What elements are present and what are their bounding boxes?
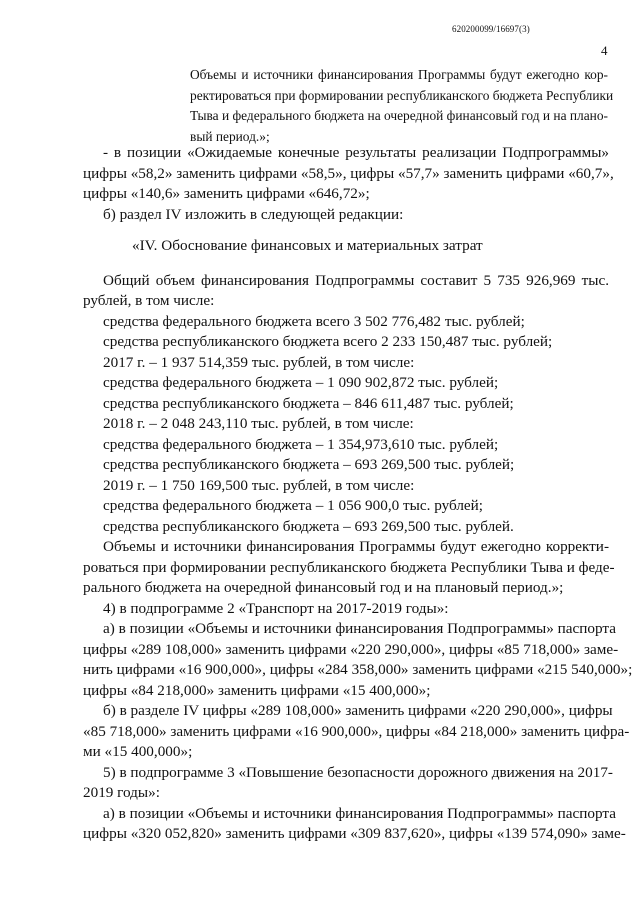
quote-line: Тыва и федерального бюджета на очередной финансовый год и на плано-: [190, 108, 608, 123]
section-heading: «IV. Обоснование финансовых и материальных затрат: [132, 237, 483, 254]
body-line: - в позиции «Ожидаемые конечные результаты реализации Подпрограммы»: [103, 144, 609, 161]
body-line: средства федерального бюджета – 1 056 900,0 тыс. рублей;: [103, 497, 484, 514]
body-line: средства республиканского бюджета всего 2 233 150,487 тыс. рублей;: [103, 333, 553, 350]
body-line: Объемы и источники финансирования Программы будут ежегодно корректи-: [103, 538, 609, 555]
body-line: Общий объем финансирования Подпрограммы составит 5 735 926,969 тыс.: [103, 271, 609, 289]
document-body: [0, 143, 640, 845]
body-line: средства федерального бюджета – 1 090 902,872 тыс. рублей;: [103, 374, 499, 391]
body-line: роваться при формировании республиканского бюджета Республики Тыва и феде-: [83, 558, 615, 576]
body-line: средства республиканского бюджета – 693 269,500 тыс. рублей.: [103, 517, 514, 535]
body-line: б) раздел IV изложить в следующей редакции:: [103, 205, 404, 223]
body-line: цифры «289 108,000» заменить цифрами «220 290,000», цифры «85 718,000» заме-: [83, 640, 619, 658]
body-line: средства республиканского бюджета – 693 269,500 тыс. рублей;: [103, 456, 515, 473]
body-line: 4) в подпрограмме 2 «Транспорт на 2017-2019 годы»:: [103, 599, 449, 617]
quote-line: Объемы и источники финансирования Программы будут ежегодно кор-: [190, 67, 608, 82]
body-line: цифры «140,6» заменить цифрами «646,72»;: [83, 185, 370, 202]
body-line: цифры «84 218,000» заменить цифрами «15 400,000»;: [83, 681, 431, 699]
document-code: 620200099/16697(3): [452, 24, 530, 34]
body-line: рублей, в том числе:: [83, 292, 215, 309]
body-line: ми «15 400,000»;: [83, 743, 193, 760]
body-line: 2017 г. – 1 937 514,359 тыс. рублей, в том числе:: [103, 353, 415, 371]
body-line: 2018 г. – 2 048 243,110 тыс. рублей, в том числе:: [103, 415, 414, 432]
body-line: цифры «58,2» заменить цифрами «58,5», цифры «57,7» заменить цифрами «60,7»,: [83, 164, 614, 182]
body-line: а) в позиции «Объемы и источники финансирования Подпрограммы» паспорта: [103, 620, 616, 637]
body-line: 5) в подпрограмме 3 «Повышение безопасности дорожного движения на 2017-: [103, 763, 613, 781]
body-line: средства федерального бюджета – 1 354,973,610 тыс. рублей;: [103, 435, 499, 453]
body-line: 2019 годы»:: [83, 784, 160, 801]
body-line: рального бюджета на очередной финансовый год и на плановый период.»;: [83, 579, 564, 596]
body-line: 2019 г. – 1 750 169,500 тыс. рублей, в том числе:: [103, 476, 415, 494]
page-number: 4: [601, 43, 608, 58]
body-line: а) в позиции «Объемы и источники финансирования Подпрограммы» паспорта: [103, 804, 616, 822]
quoted-paragraph: [190, 65, 614, 147]
body-line: б) в разделе IV цифры «289 108,000» заменить цифрами «220 290,000», цифры: [103, 702, 613, 719]
body-line: средства федерального бюджета всего 3 502 776,482 тыс. рублей;: [103, 312, 525, 330]
quote-line: ректироваться при формировании республиканского бюджета Республики: [190, 87, 614, 103]
body-line: «85 718,000» заменить цифрами «16 900,000», цифры «84 218,000» заменить цифра-: [83, 722, 630, 740]
body-line: цифры «320 052,820» заменить цифрами «309 837,620», цифры «139 574,090» заме-: [83, 825, 626, 842]
quote-line: вый период.»;: [190, 128, 270, 144]
body-line: нить цифрами «16 900,000», цифры «284 358,000» заменить цифрами «215 540,000»;: [83, 661, 633, 678]
body-line: средства республиканского бюджета – 846 611,487 тыс. рублей;: [103, 394, 514, 412]
